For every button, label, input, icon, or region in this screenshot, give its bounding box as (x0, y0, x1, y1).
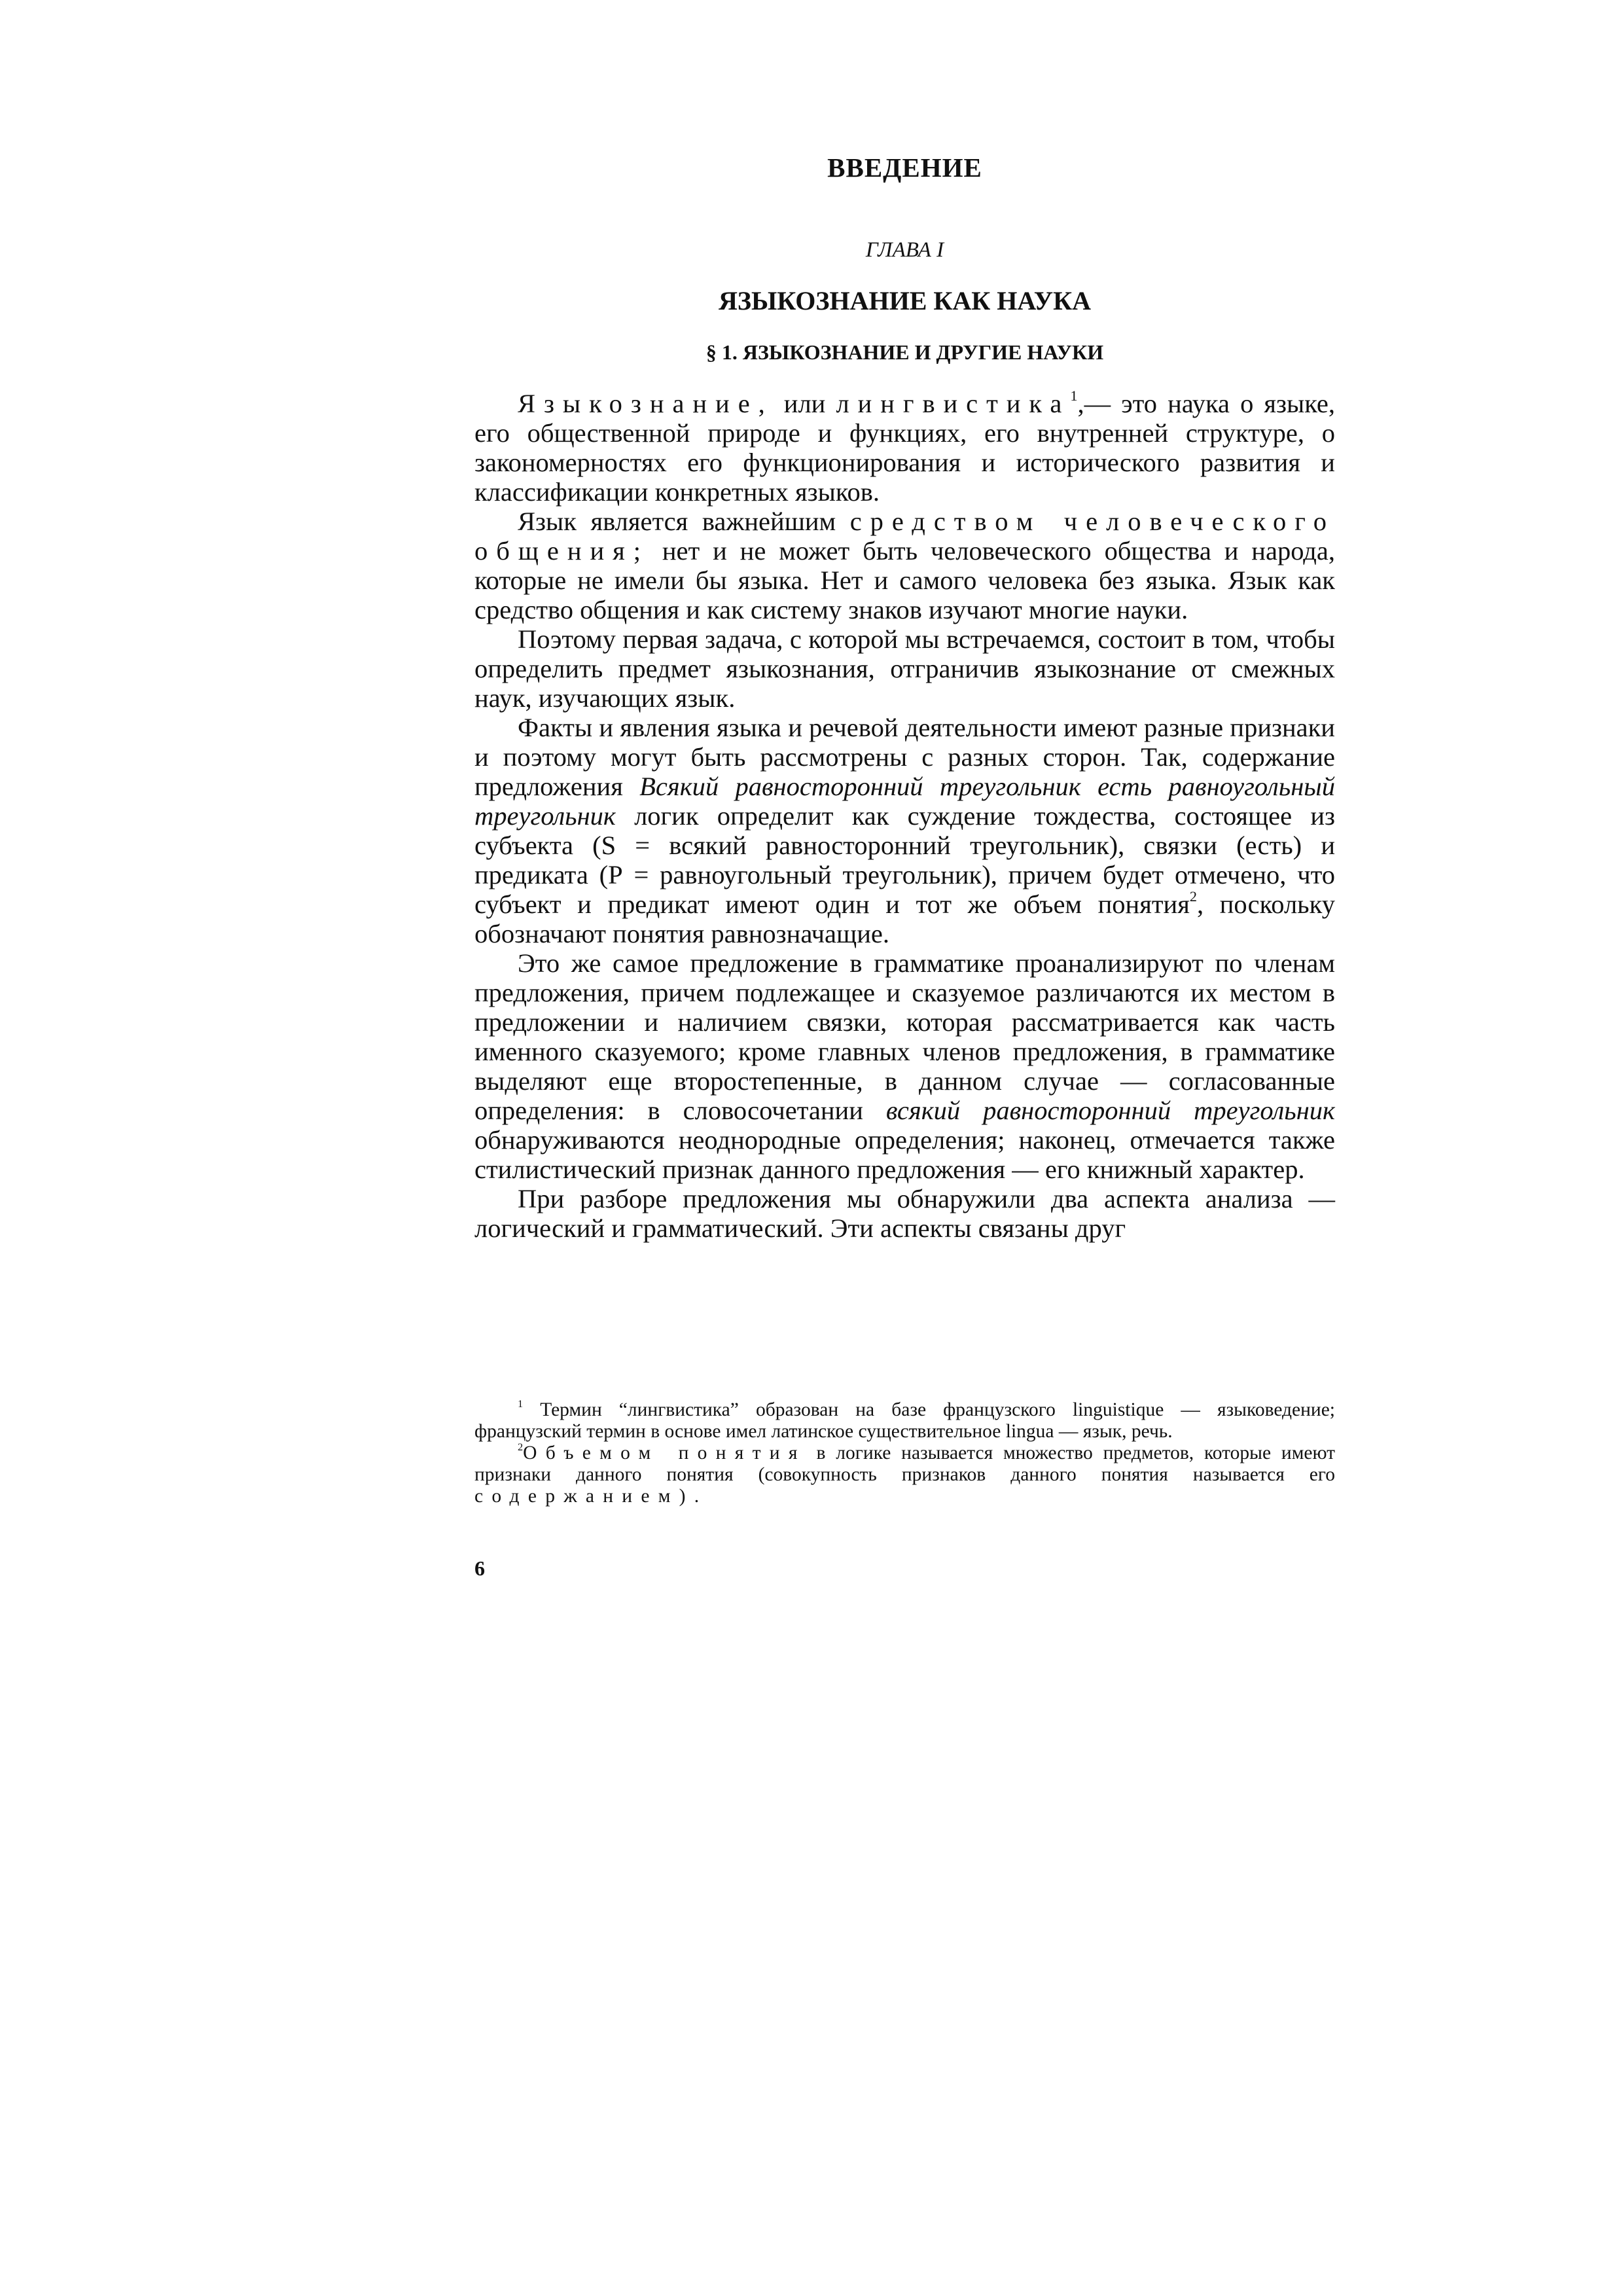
paragraph-6: При разборе предложения мы обнаружили два аспекта анализа — логический и грамматический. Эти аспекты связаны друг (474, 1184, 1335, 1243)
footnote-mark-2: 2 (518, 1441, 524, 1453)
paragraph-4: Факты и явления языка и речевой деятельности имеют разные признаки и поэтому могут быть рассмотрены с разных сторон. Так, содержание предложения Всякий равносторонний треугольник есть равноугольный треугольник логик определит как суждение тождества, состоящее из субъекта (S = всякий равносторонний треугольник), связки (есть) и предиката (Р = равноугольный треугольник), причем будет отмечено, что субъект и предикат имеют один и тот же объем понятия$^2$, поскольку обозначают понятия равнозначащие. (474, 713, 1336, 948)
footnote-1: $^1$ Термин “лингвистика” образован на базе французского linguistique — языковедение; французский термин в основе имел латинское существительное lingua — язык, речь. (474, 1397, 1335, 1442)
example-phrase: всякий равносторонний треугольник (885, 1096, 1335, 1125)
paragraph-3: Поэтому первая задача, с которой мы встречаемся, состоит в том, чтобы определить предмет языкознания, отграничив языкознание от смежных наук, изучающих язык. (474, 624, 1335, 713)
footnote-mark-1: 1 (518, 1397, 524, 1410)
footnotes (474, 1399, 1335, 1507)
footnote-ref-2: 2 (1189, 888, 1198, 905)
page-number: 6 (474, 1556, 485, 1580)
paragraph-2: Язык является важнейшим средством человеческого общения; нет и не может быть человеческого общества и народа, которые не имели бы языка. Нет и самого человека без языка. Язык как средство общения и как систему знаков изучают многие науки. (474, 507, 1335, 624)
term-linguistics-ru: Языкознание, (518, 389, 774, 418)
body-text (474, 389, 1335, 1243)
chapter-title: ЯЗЫКОЗНАНИЕ КАК НАУКА (718, 286, 1092, 315)
emphasized-phrase: средством человеческого общения; (474, 507, 1335, 565)
section-title: § 1. ЯЗЫКОЗНАНИЕ И ДРУГИЕ НАУКИ (705, 340, 1104, 364)
paragraph-5: Это же самое предложение в грамматике проанализируют по членам предложения, причем подлежащее и сказуемое различаются их местом в предложении и наличием связки, которая рассматривается как часть именного сказуемого; кроме главных членов предложения, в грамматике выделяют еще второстепенные, в данном случае — согласованные определения: в словосочетании всякий равносторонний треугольник обнаруживаются неоднородные определения; наконец, отмечается также стилистический признак данного предложения — его книжный характер. (474, 948, 1335, 1184)
footnote-2: $^2$Объемом понятия в логике называется множество предметов, которые имеют признаки данного понятия (совокупность признаков данного понятия называется его содержанием). (474, 1441, 1336, 1507)
footnote-ref-1: 1 (1070, 387, 1078, 404)
term-content: содержанием). (474, 1486, 708, 1507)
chapter-label: ГЛАВА I (865, 238, 944, 262)
paragraph-1: Языкознание, или лингвистика$^1$,— это наука о языке, его общественной природе и функциях, его внутренней структуре, о закономерностях его функционирования и исторического развития и классификации конкретных языков. (474, 387, 1335, 507)
part-title: ВВЕДЕНИЕ (827, 152, 982, 183)
term-concept-volume: Объемом понятия (523, 1443, 806, 1463)
example-sentence: Всякий равносторонний треугольник есть равноугольный треугольник (474, 772, 1335, 831)
term-linguistics: лингвистика (836, 389, 1071, 418)
